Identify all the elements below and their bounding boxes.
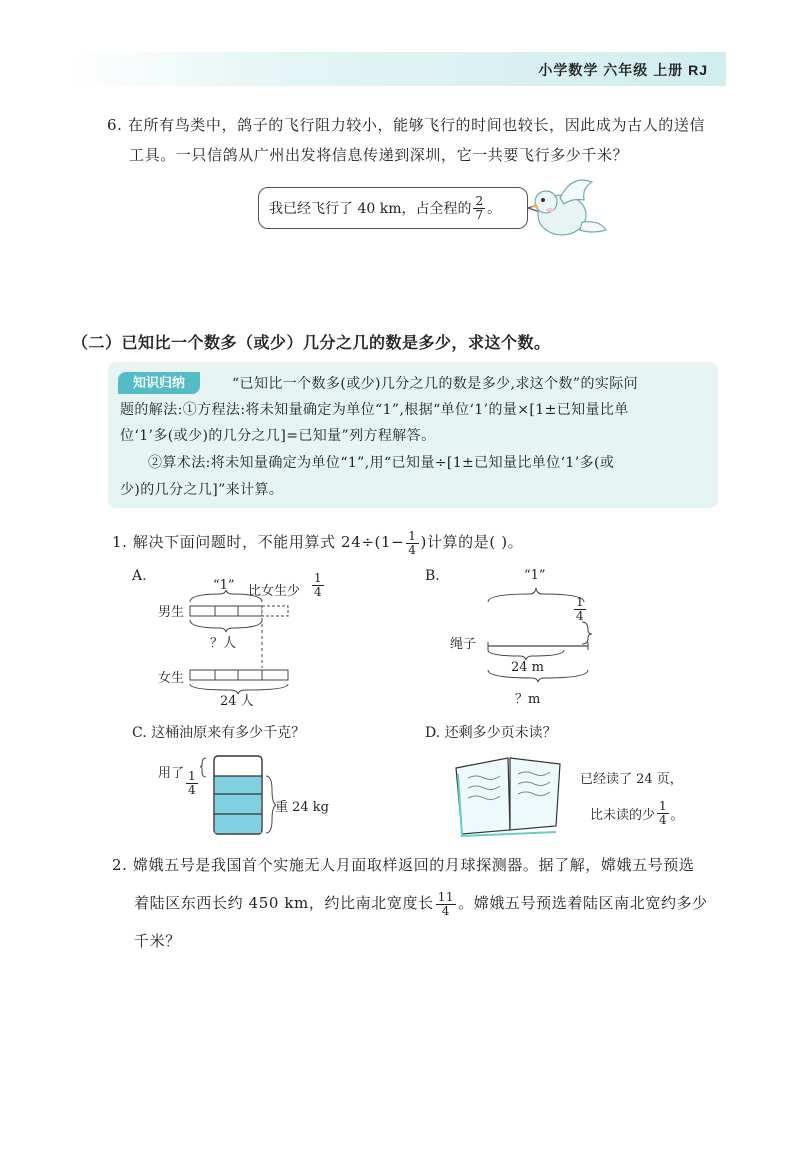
q6-line2: 工具。一只信鸽从广州出发将信息传递到深圳，它一共要飞行多少千米？	[129, 146, 629, 164]
q6-line1: 6. 在所有鸟类中，鸽子的飞行阻力较小，能够飞行的时间也较长，因此成为古人的送信	[107, 116, 706, 134]
optC-used: 用了	[158, 766, 185, 781]
optA-question: ？人	[210, 636, 237, 651]
optA-unit-one: “1”	[213, 578, 235, 593]
optC-weight: 重 24 kg	[275, 800, 330, 815]
optA-compare: 比女生少	[248, 584, 301, 599]
knowledge-line4: ②算术法:将未知量确定为单位“1”,用“已知量÷[1±已知量比单位‘1’多(或	[148, 455, 615, 471]
optA-label: A.	[132, 568, 147, 584]
oil-bucket-icon	[196, 750, 276, 840]
q2-block	[112, 846, 732, 960]
q6-number: 6.	[107, 116, 123, 134]
knowledge-line3: 位‘1’多(或少)的几分之几]=已知量”列方程解答。	[120, 428, 436, 444]
optB-fraction: $\frac{1}{4}$	[576, 595, 584, 623]
q2-number: 2.	[112, 856, 128, 874]
optC-fraction: $\frac{1}{4}$	[188, 769, 196, 797]
bubble-fraction: $\frac{2}{7}$	[475, 193, 484, 222]
q6-block	[107, 110, 727, 170]
optA-boys: 男生	[158, 605, 185, 620]
optD-read: 已经读了 24 页，	[580, 772, 683, 787]
header-title: 小学数学 六年级 上册 RJ	[538, 62, 708, 78]
knowledge-line2: 题的解法:①方程法:将未知量确定为单位“1”,根据“单位‘1’的量×[1±已知量比单	[120, 402, 629, 418]
knowledge-line1: “已知比一个数多(或少)几分之几的数是多少,求这个数”的实际问	[232, 376, 639, 392]
optA-girls-count: 24 人	[220, 694, 254, 709]
optA-diagram	[180, 590, 310, 700]
header-band	[68, 52, 726, 86]
q2-line1: 2. 嫦娥五号是我国首个实施无人月面取样返回的月球探测器。据了解，嫦娥五号预选	[112, 856, 695, 874]
optB-unit-one: “1”	[524, 568, 546, 583]
q1-number: 1.	[112, 533, 128, 551]
optB-question: ？m	[515, 692, 541, 707]
q2-fraction: $\frac{11}{4}$	[437, 889, 455, 918]
optA-fraction: $\frac{1}{4}$	[314, 571, 322, 599]
bubble-text: 我已经飞行了 40 km，占全程的	[269, 201, 472, 217]
q1-fraction: $\frac{1}{4}$	[408, 528, 417, 557]
pigeon-icon	[510, 170, 610, 245]
q2-line2: 着陆区东西长约 450 km，约比南北宽度长 $\frac{11}{4}$ 。嫦娥五号预选着陆区南北宽约多少	[134, 889, 708, 918]
knowledge-line5: 少)的几分之几]”来计算。	[120, 482, 284, 498]
section-title: （二）已知比一个数多（或少）几分之几的数是多少，求这个数。	[72, 335, 551, 352]
q2-line3: 千米？	[134, 932, 181, 950]
optB-length: 24 m	[511, 660, 545, 675]
knowledge-badge: 知识归纳	[118, 372, 200, 394]
optB-rope: 绳子	[450, 637, 477, 652]
optD-less-line: 比未读的少 $\frac{1}{4}$ 。	[590, 799, 684, 827]
knowledge-box	[108, 362, 718, 508]
optA-girls: 女生	[158, 671, 185, 686]
optC-label: C. 这桶油原来有多少千克？	[132, 725, 306, 741]
optB-diagram	[480, 584, 600, 694]
optB-label: B.	[425, 568, 440, 584]
speech-bubble: 我已经飞行了 40 km，占全程的 $\frac{2}{7}$ 。	[258, 187, 528, 229]
q1-line: 1. 解决下面问题时，不能用算式 24÷(1− $\frac{1}{4}$ )计算的是( )。	[112, 528, 524, 557]
optD-fraction: $\frac{1}{4}$	[659, 799, 667, 827]
optD-label: D. 还剩多少页未读？	[425, 725, 557, 741]
book-icon	[452, 754, 566, 838]
